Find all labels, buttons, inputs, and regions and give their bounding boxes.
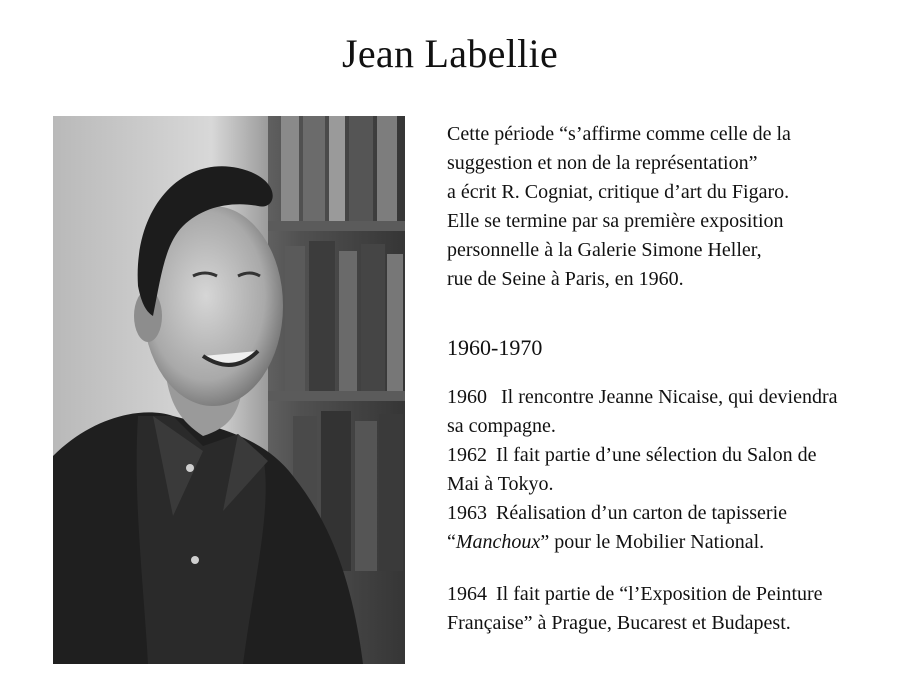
event-text: Il fait partie d’une sélection du Salon de [496, 444, 817, 466]
event-year: 1960 [447, 386, 487, 408]
event-entry [447, 580, 897, 609]
event-continuation: Française” à Prague, Bucarest et Budapest. [447, 612, 791, 634]
event-text: Réalisation d’un carton de tapisserie [496, 502, 788, 524]
intro-line: Cette période “s’affirme comme celle de la [447, 123, 791, 145]
intro-line: a écrit R. Cogniat, critique d’art du Figaro. [447, 181, 790, 203]
event-year: 1963 [447, 502, 487, 524]
event-entry [447, 499, 897, 528]
page-title: Jean Labellie [341, 31, 558, 76]
event-year: 1964 [447, 583, 487, 605]
event-entry [447, 441, 897, 470]
events-list [447, 383, 897, 557]
event-text: ” pour le Mobilier National. [540, 531, 765, 553]
artwork-title: Manchoux [455, 531, 541, 553]
portrait-photo [53, 116, 405, 664]
event-continuation: Mai à Tokyo. [447, 473, 554, 495]
event-text: Il fait partie de “l’Exposition de Peinture [496, 583, 823, 605]
event-text: Il rencontre Jeanne Nicaise, qui deviendra [501, 386, 838, 408]
intro-line: personnelle à la Galerie Simone Heller, [447, 239, 762, 261]
intro-paragraph [447, 120, 897, 294]
section-heading: 1960-1970 [447, 335, 543, 360]
events-list-2 [447, 580, 897, 638]
event-year: 1962 [447, 444, 487, 466]
intro-line: rue de Seine à Paris, en 1960. [447, 268, 684, 290]
event-continuation [447, 528, 897, 557]
intro-line: suggestion et non de la représentation” [447, 152, 758, 174]
quote-mark: “ [447, 531, 456, 553]
portrait-illustration [53, 116, 405, 664]
event-continuation: sa compagne. [447, 415, 556, 437]
intro-line: Elle se termine par sa première exposition [447, 210, 784, 232]
event-entry [447, 383, 897, 412]
